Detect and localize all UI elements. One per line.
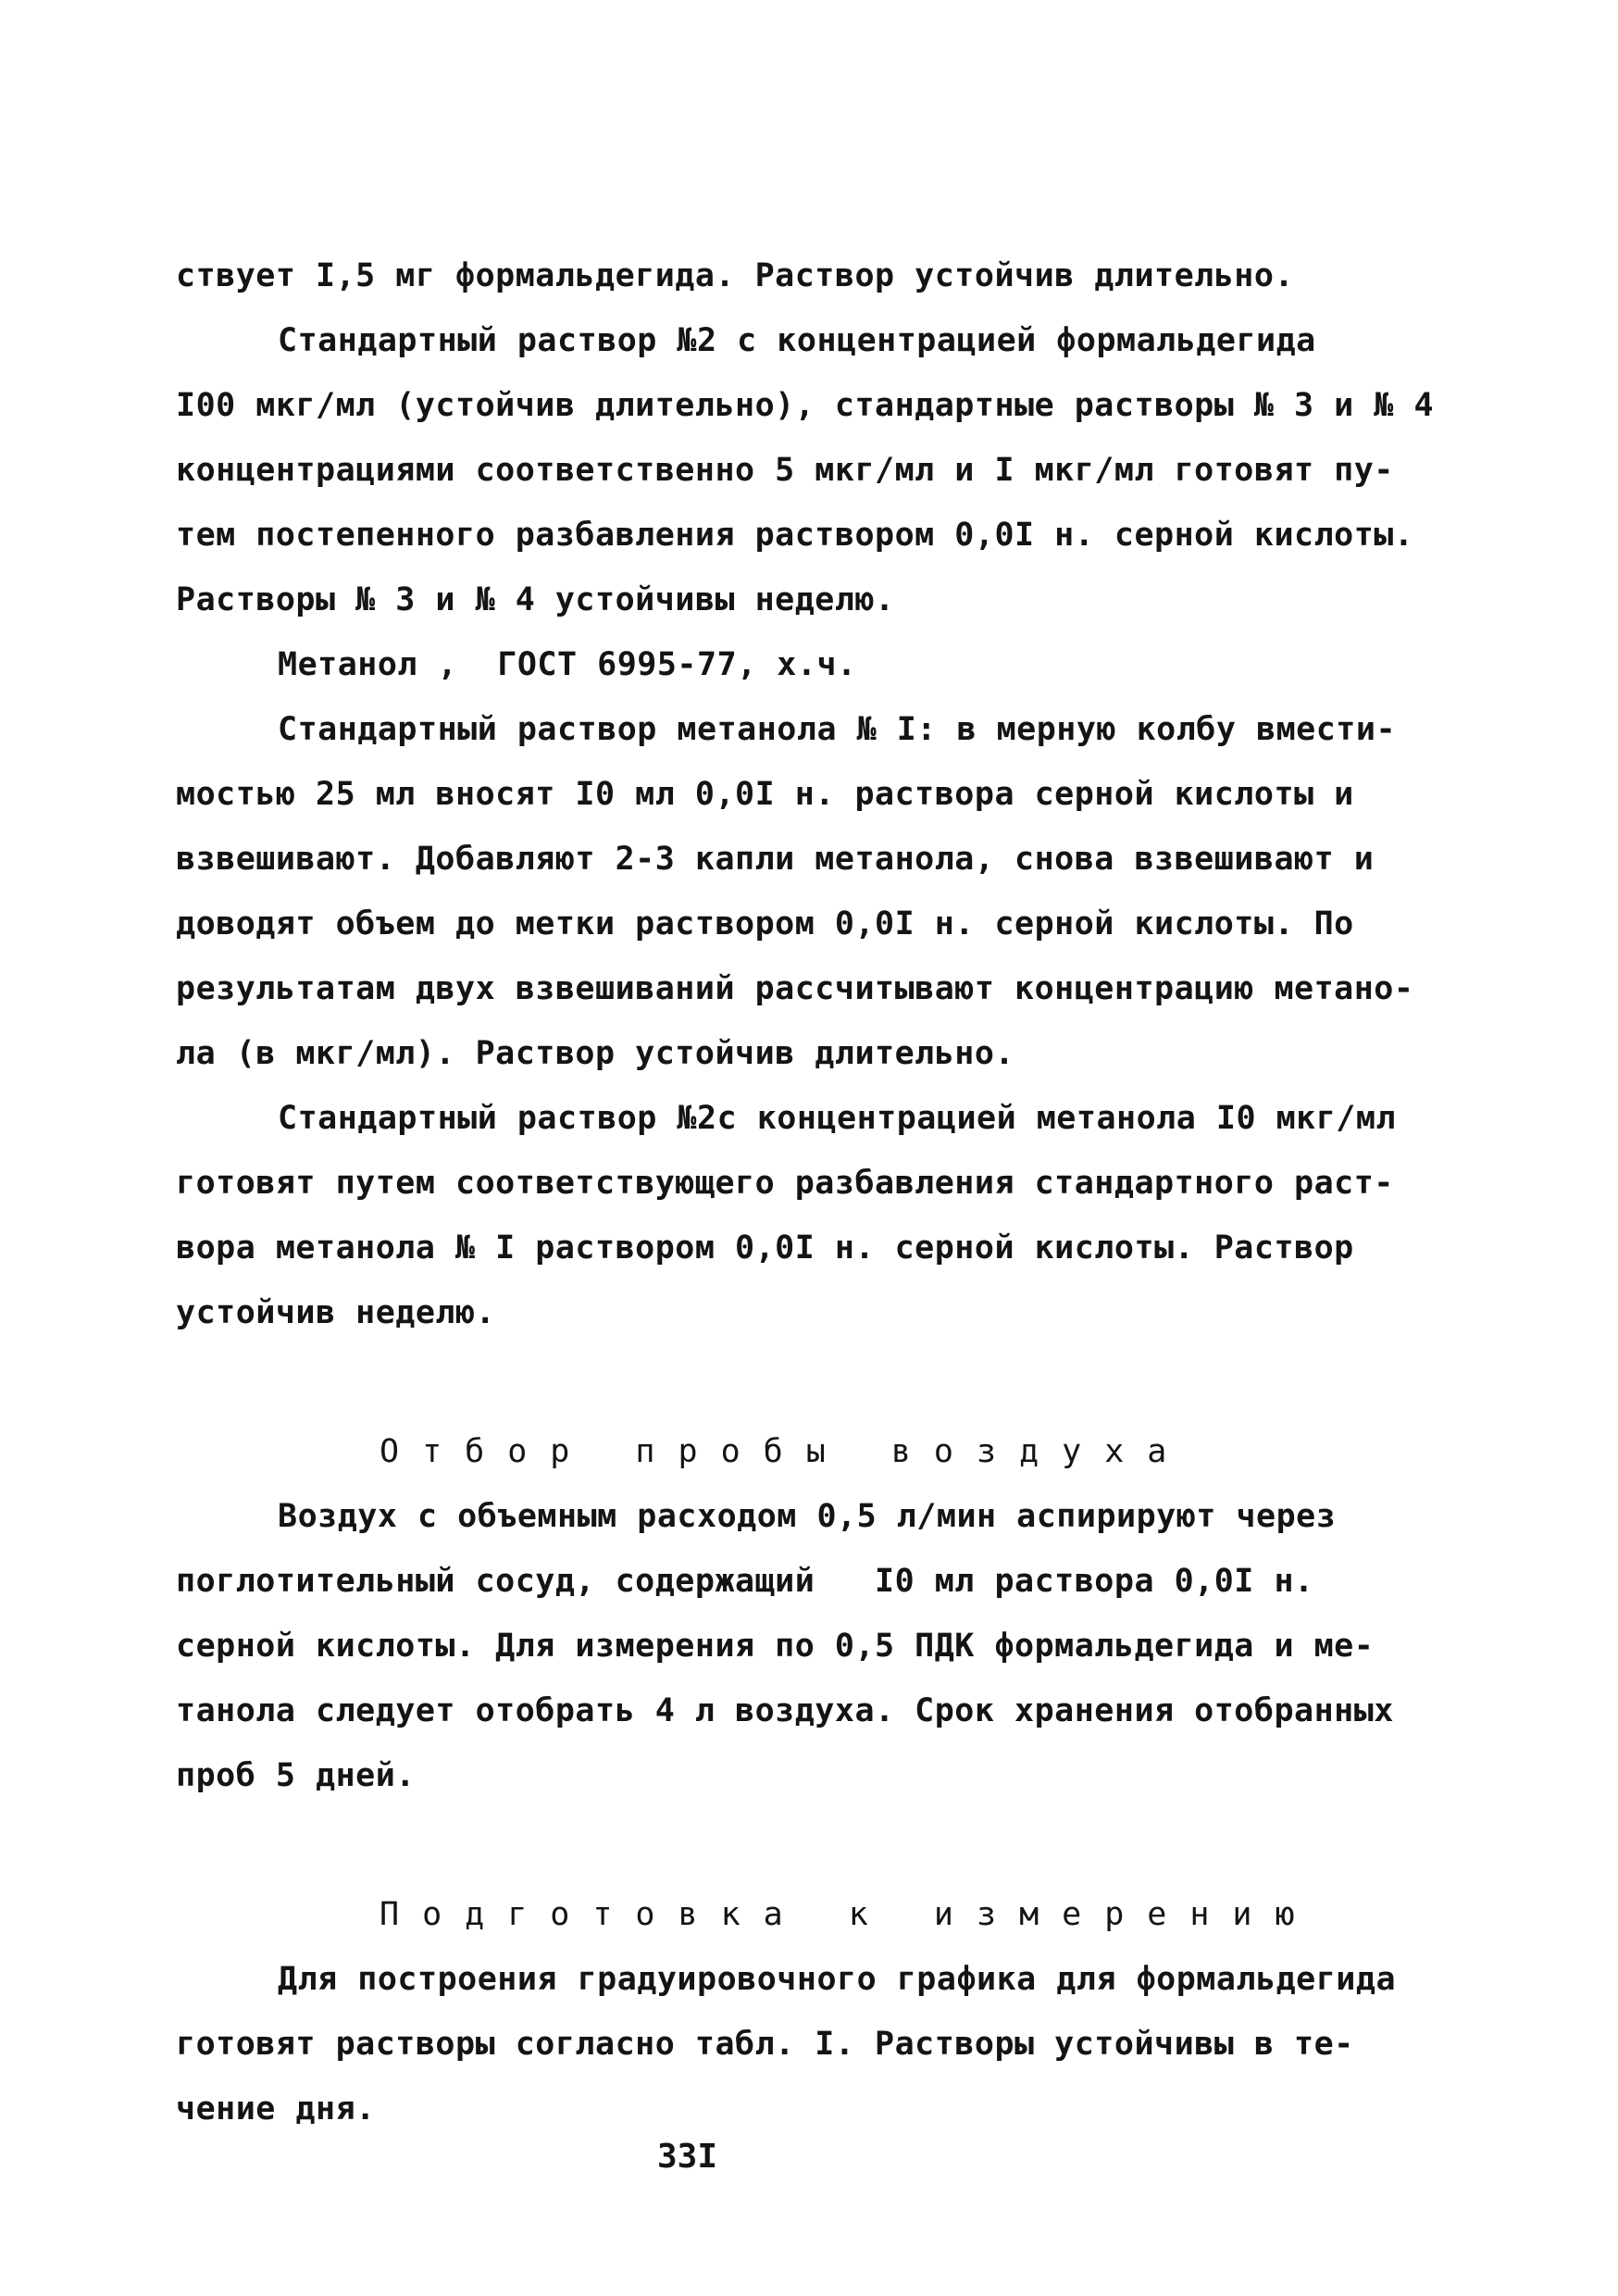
text-line: чение дня. [176, 2090, 376, 2128]
page-number: 33I [657, 2138, 718, 2176]
text-line: Стандартный раствор метанола № I: в мерную колбу вмести- [278, 711, 1397, 748]
text-line: тем постепенного разбавления раствором 0,0I н. серной кислоты. [176, 517, 1414, 554]
section-heading: Отбор пробы воздуха [380, 1433, 1190, 1470]
text-line: Стандартный раствор №2с концентрацией метанола I0 мкг/мл [278, 1100, 1397, 1137]
text-line: танола следует отобрать 4 л воздуха. Срок хранения отобранных [176, 1692, 1394, 1729]
text-line: устойчив неделю. [176, 1294, 496, 1331]
text-line: взвешивают. Добавляют 2-3 капли метанола, снова взвешивают и [176, 841, 1375, 878]
text-line: мостью 25 мл вносят I0 мл 0,0I н. раствора серной кислоты и [176, 776, 1354, 813]
text-line: Стандартный раствор №2 с концентрацией формальдегида [278, 322, 1316, 359]
text-line: ла (в мкг/мл). Раствор устойчив длительно. [176, 1035, 1015, 1072]
text-line: вора метанола № I раствором 0,0I н. серной кислоты. Раствор [176, 1229, 1354, 1267]
text-line: Метанол , ГОСТ 6995-77, х.ч. [278, 646, 857, 683]
text-line: доводят объем до метки раствором 0,0I н. серной кислоты. По [176, 905, 1354, 942]
text-line: готовят путем соответствующего разбавления стандартного раст- [176, 1165, 1394, 1202]
text-line: ствует I,5 мг формальдегида. Раствор устойчив длительно. [176, 257, 1295, 294]
text-line: Воздух с объемным расходом 0,5 л/мин аспирируют через [278, 1498, 1337, 1535]
text-line: проб 5 дней. [176, 1757, 416, 1794]
text-line: концентрациями соответственно 5 мкг/мл и I мкг/мл готовят пу- [176, 452, 1394, 489]
text-line: Для построения градуировочного графика для формальдегида [278, 1961, 1397, 1998]
text-line: I00 мкг/мл (устойчив длительно), стандартные растворы № 3 и № 4 [176, 387, 1435, 424]
text-line: результатам двух взвешиваний рассчитывают концентрацию метано- [176, 970, 1414, 1007]
section-heading: Подготовка к измерению [380, 1896, 1318, 1933]
text-line: готовят растворы согласно табл. I. Растворы устойчивы в те- [176, 2026, 1354, 2063]
text-line: серной кислоты. Для измерения по 0,5 ПДК формальдегида и ме- [176, 1628, 1375, 1665]
text-line: поглотительный сосуд, содержащий I0 мл раствора 0,0I н. [176, 1563, 1314, 1600]
text-line: Растворы № 3 и № 4 устойчивы неделю. [176, 581, 895, 618]
